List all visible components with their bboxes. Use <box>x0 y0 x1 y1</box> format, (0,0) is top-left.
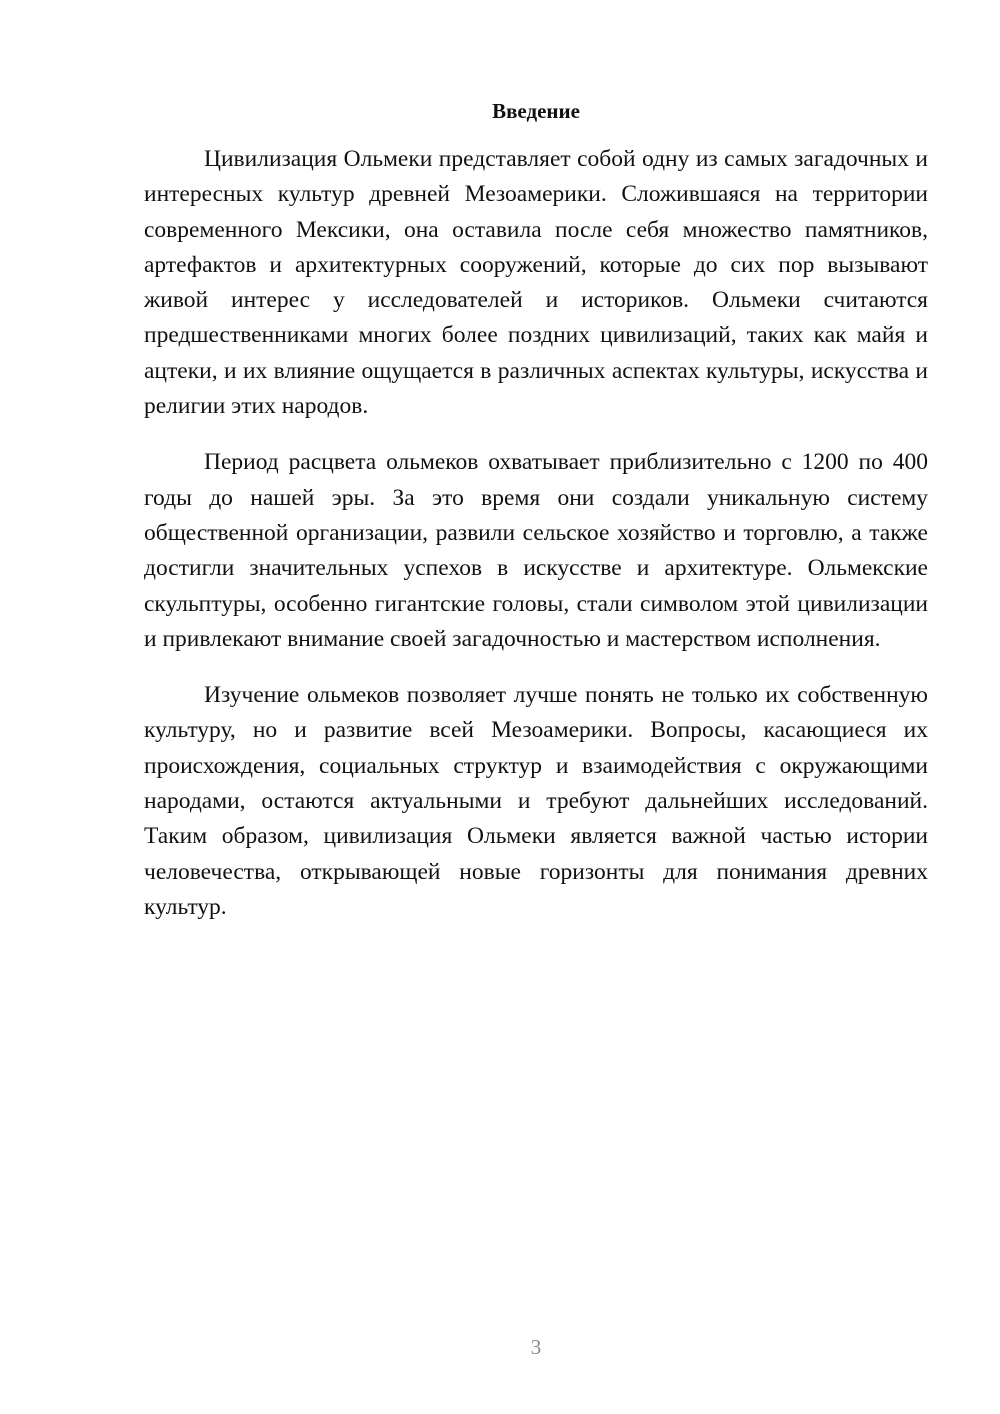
paragraph-2: Период расцвета ольмеков охватывает приблизительно с 1200 по 400 годы до нашей эры. За это время они создали уникальную систему общественной организации, развили сельское хозяйство и торговлю, а также достигли значительных успехов в искусстве и архитектуре. Ольмекские скульптуры, особенно гигантские головы, стали символом этой цивилизации и привлекают внимание своей загадочностью и мастерством исполнения. <box>144 449 928 652</box>
paragraph-3: Изучение ольмеков позволяет лучше понять не только их собственную культуру, но и развитие всей Мезоамерики. Вопросы, касающиеся их происхождения, социальных структур и взаимодействия с окружающими народами, остаются актуальными и требуют дальнейших исследований. Таким образом, цивилизация Ольмеки является важной частью истории человечества, открывающей новые горизонты для понимания древних культур. <box>144 682 928 920</box>
paragraph-1: Цивилизация Ольмеки представляет собой одну из самых загадочных и интересных культур древней Мезоамерики. Сложившаяся на территории современного Мексики, она оставила после себя множество памятников, артефактов и архитектурных сооружений, которые до сих пор вызывают живой интерес у исследователей и историков. Ольмеки считаются предшественниками многих более поздних цивилизаций, таких как майя и ацтеки, и их влияние ощущается в различных аспектах культуры, искусства и религии этих народов. <box>144 146 928 420</box>
document-body <box>144 142 928 946</box>
page-title: Введение <box>492 99 580 123</box>
page-number: 3 <box>530 1335 542 1359</box>
